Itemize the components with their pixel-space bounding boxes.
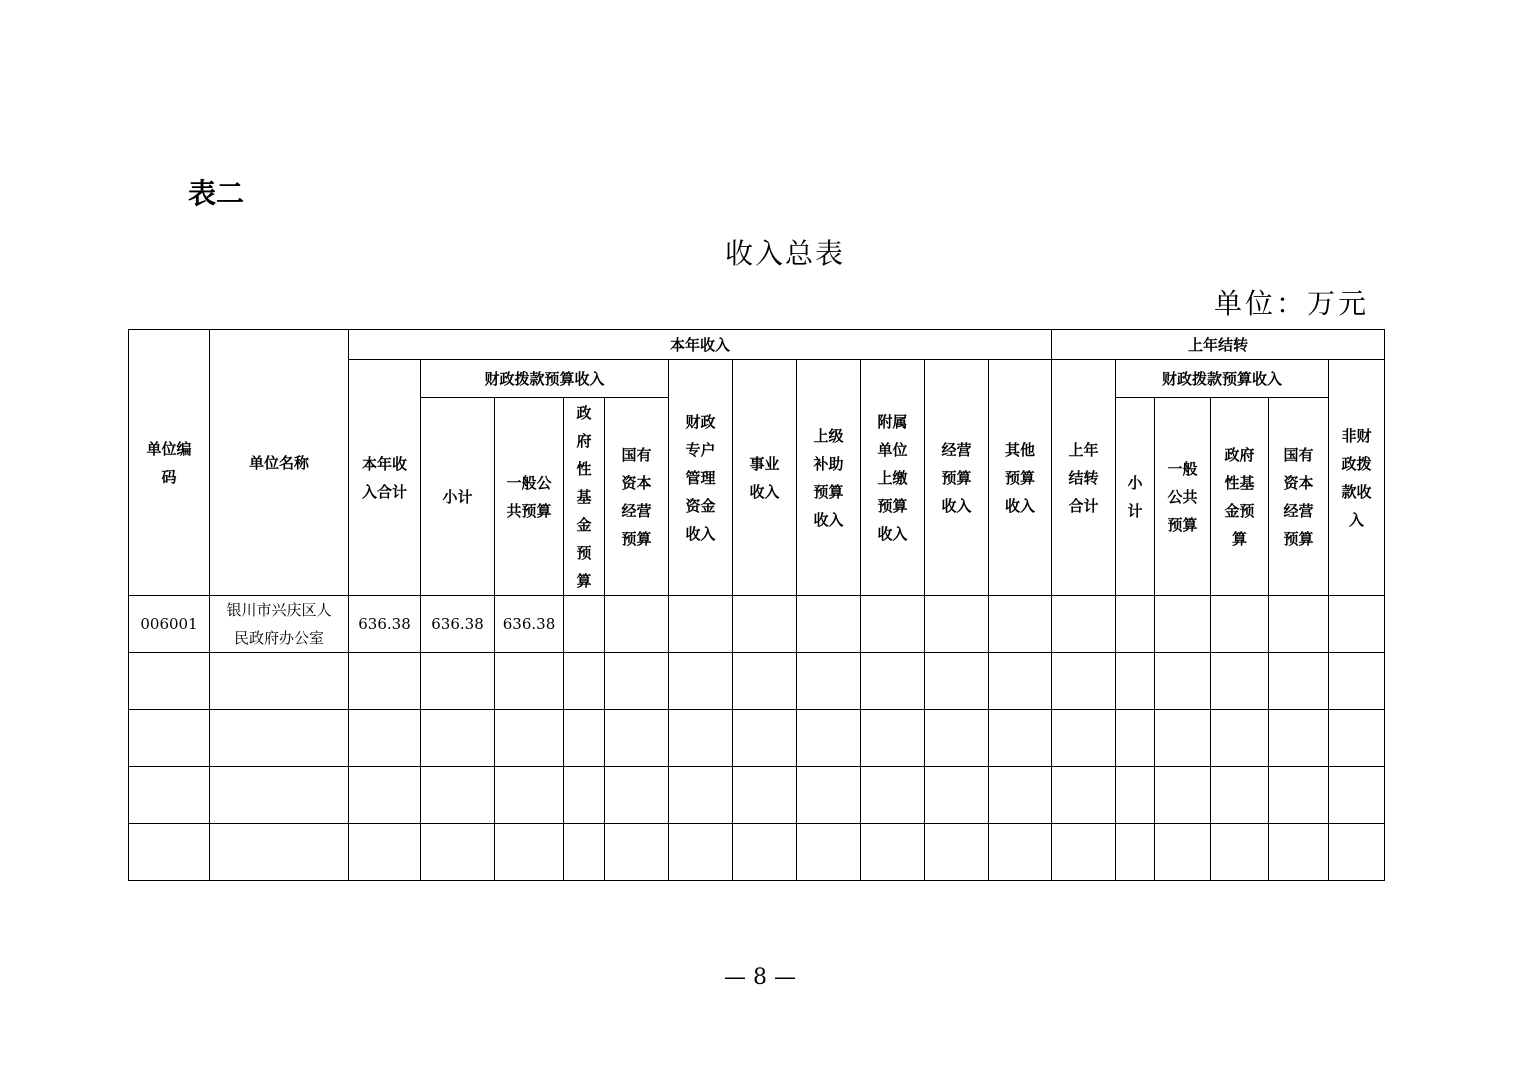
header-unit-name: 单位名称 xyxy=(210,330,349,596)
income-summary-table xyxy=(128,329,1385,881)
header-cur-subtotal: 小计 xyxy=(421,398,495,596)
header-cur-gov-fund: 政 府 性 基 金 预 算 xyxy=(564,398,605,596)
cell-cur-gov-fund xyxy=(564,596,605,653)
header-prior-subtotal: 小 计 xyxy=(1116,398,1155,596)
header-affiliated-turnover: 附属 单位 上缴 预算 收入 xyxy=(861,360,925,596)
table-row-empty xyxy=(129,653,1385,710)
table-row-empty xyxy=(129,710,1385,767)
cell-cur-state-capital xyxy=(605,596,669,653)
table-title: 收入总表 xyxy=(724,237,845,270)
header-prior-total: 上年 结转 合计 xyxy=(1052,360,1116,596)
cell-cur-subtotal: 636.38 xyxy=(421,596,495,653)
header-fiscal-special: 财政 专户 管理 资金 收入 xyxy=(669,360,733,596)
header-cur-total: 本年收 入合计 xyxy=(349,360,421,596)
header-cur-general-public: 一般公 共预算 xyxy=(495,398,564,596)
page-number: — 8 — xyxy=(724,965,796,990)
header-non-fiscal: 非财 政拨 款收 入 xyxy=(1329,360,1385,596)
table-row xyxy=(129,596,1385,653)
cell-prior-general-public xyxy=(1155,596,1211,653)
unit-label: 单位：万元 xyxy=(1214,287,1370,320)
header-operating-income: 经营 预算 收入 xyxy=(925,360,989,596)
cell-prior-total xyxy=(1052,596,1116,653)
header-prior-gov-fund: 政府 性基 金预 算 xyxy=(1211,398,1269,596)
header-unit-code: 单位编 码 xyxy=(129,330,210,596)
header-prior-fiscal-group: 财政拨款预算收入 xyxy=(1116,360,1329,398)
cell-unit-name: 银川市兴庆区人 民政府办公室 xyxy=(210,596,349,653)
cell-business-income xyxy=(733,596,797,653)
cell-operating-income xyxy=(925,596,989,653)
cell-unit-code: 006001 xyxy=(129,596,210,653)
header-prior-state-capital: 国有 资本 经营 预算 xyxy=(1269,398,1329,596)
cell-prior-gov-fund xyxy=(1211,596,1269,653)
cell-cur-general-public: 636.38 xyxy=(495,596,564,653)
cell-prior-state-capital xyxy=(1269,596,1329,653)
cell-affiliated-turnover xyxy=(861,596,925,653)
cell-cur-total: 636.38 xyxy=(349,596,421,653)
cell-prior-subtotal xyxy=(1116,596,1155,653)
header-prior-general-public: 一般 公共 预算 xyxy=(1155,398,1211,596)
cell-other-income xyxy=(989,596,1052,653)
header-other-income: 其他 预算 收入 xyxy=(989,360,1052,596)
cell-non-fiscal xyxy=(1329,596,1385,653)
table-row-empty xyxy=(129,767,1385,824)
cell-superior-subsidy xyxy=(797,596,861,653)
header-cur-state-capital: 国有 资本 经营 预算 xyxy=(605,398,669,596)
header-prior-year-carryover: 上年结转 xyxy=(1052,330,1385,360)
header-business-income: 事业 收入 xyxy=(733,360,797,596)
header-current-year-income: 本年收入 xyxy=(349,330,1052,360)
header-superior-subsidy: 上级 补助 预算 收入 xyxy=(797,360,861,596)
table-label: 表二 xyxy=(188,177,245,210)
header-cur-fiscal-group: 财政拨款预算收入 xyxy=(421,360,669,398)
cell-fiscal-special xyxy=(669,596,733,653)
table-row-empty xyxy=(129,824,1385,881)
